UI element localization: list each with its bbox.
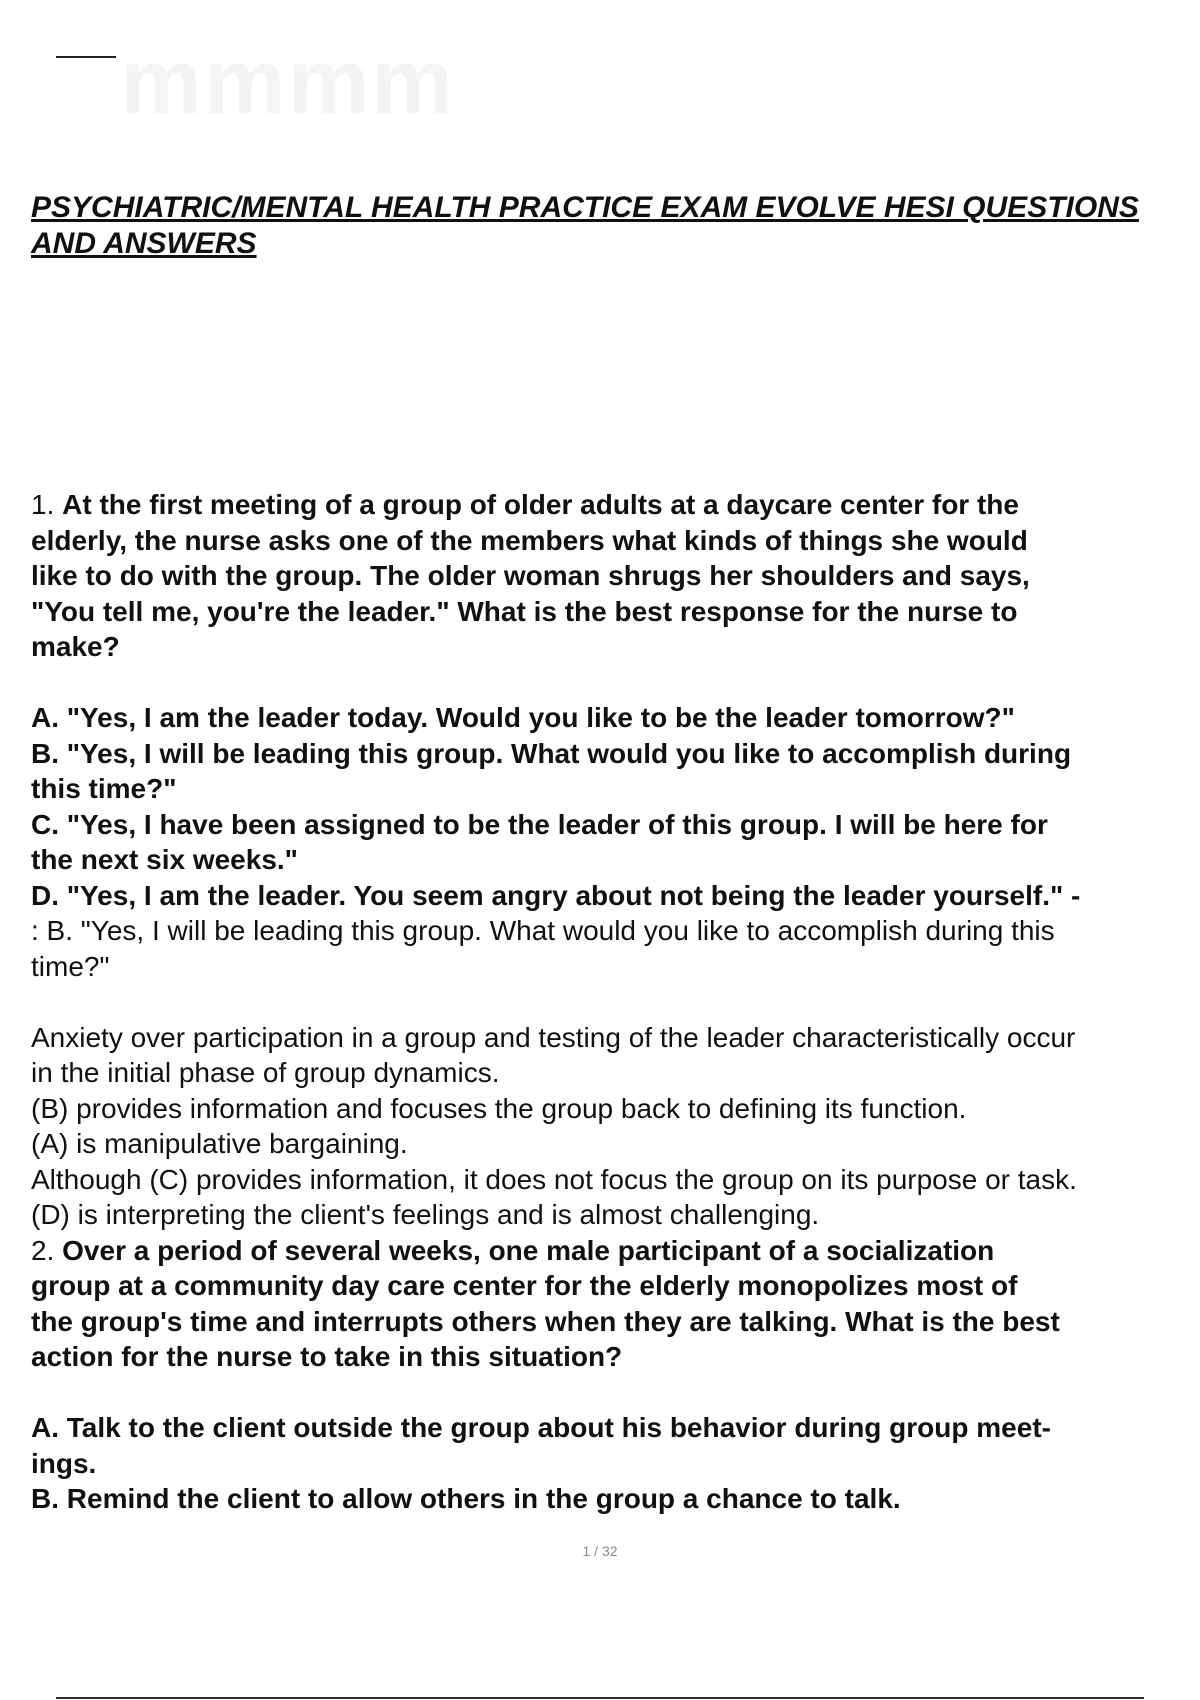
question-1-stem-line-4: "You tell me, you're the leader." What is the best response for the nurse to [31, 595, 1018, 627]
question-1-rationale-line-1: Anxiety over participation in a group and testing of the leader characteristically occur [31, 1021, 1076, 1053]
question-2-stem-line-2: group at a community day care center for the elderly monopolizes most of [31, 1270, 1018, 1301]
question-2-option-a: A. Talk to the client outside the group about his behavior during group meet- [31, 1412, 1051, 1443]
question-1-stem-line-5: make? [31, 631, 120, 662]
document-title-line-1: PSYCHIATRIC/MENTAL HEALTH PRACTICE EXAM EVOLVE HESI QUESTIONS [31, 191, 1139, 224]
question-1-option-d: D. "Yes, I am the leader. You seem angry about not being the leader yourself." - [31, 879, 1081, 911]
question-2 [31, 1233, 1200, 1517]
header-watermark: mmmm [120, 31, 456, 133]
question-1-number: 1. [31, 489, 55, 520]
question-1-stem-line-3: like to do with the group. The older woman shrugs her shoulders and says, [31, 560, 1030, 591]
page-number: 1 / 32 [582, 1543, 618, 1559]
question-1-rationale-line-6: (D) is interpreting the client's feelings and is almost challenging. [31, 1199, 820, 1230]
question-1-option-c-cont: the next six weeks." [31, 844, 298, 875]
question-2-option-a-cont: ings. [31, 1447, 97, 1479]
question-2-number: 2. [31, 1234, 55, 1266]
question-1-stem-line-2: elderly, the nurse asks one of the members what kinds of things she would [31, 524, 1028, 556]
question-1-option-b-cont: this time?" [31, 773, 177, 804]
question-1-option-c: C. "Yes, I have been assigned to be the leader of this group. I will be here for [31, 808, 1048, 840]
question-1-rationale-line-3: (B) provides information and focuses the group back to defining its function. [31, 1092, 967, 1124]
document-title-line-2: AND ANSWERS [31, 227, 257, 260]
footer-rule [56, 1697, 1144, 1699]
question-1-rationale-line-4: (A) is manipulative bargaining. [31, 1128, 408, 1159]
top-dash-decoration [56, 56, 116, 58]
question-1 [31, 487, 1200, 1233]
question-1-rationale-line-5: Although (C) provides information, it does not focus the group on its purpose or task. [31, 1163, 1077, 1195]
question-1-stem-first: At the first meeting of a group of older adults at a daycare center for the [62, 489, 1019, 520]
spacer [31, 984, 1200, 1020]
spacer [31, 1375, 1200, 1411]
spacer [31, 665, 1200, 701]
question-1-option-a: A. "Yes, I am the leader today. Would you like to be the leader tomorrow?" [31, 702, 1015, 733]
question-2-option-b: B. Remind the client to allow others in the group a chance to talk. [31, 1483, 901, 1514]
document-body [31, 487, 1200, 1517]
question-2-stem-first: Over a period of several weeks, one male participant of a socialization [62, 1234, 995, 1266]
question-2-stem-line-1 [31, 1233, 1200, 1269]
document-title [31, 190, 1200, 262]
question-1-answer-cont: time?" [31, 950, 110, 982]
question-1-stem-line-1 [31, 487, 1200, 523]
question-1-answer: : B. "Yes, I will be leading this group. What would you like to accomplish during this [31, 915, 1055, 946]
question-2-stem-line-4: action for the nurse to take in this situation? [31, 1341, 623, 1372]
question-1-rationale-line-2: in the initial phase of group dynamics. [31, 1057, 500, 1088]
question-2-stem-line-3: the group's time and interrupts others when they are talking. What is the best [31, 1305, 1060, 1337]
question-1-option-b: B. "Yes, I will be leading this group. What would you like to accomplish during [31, 737, 1072, 769]
